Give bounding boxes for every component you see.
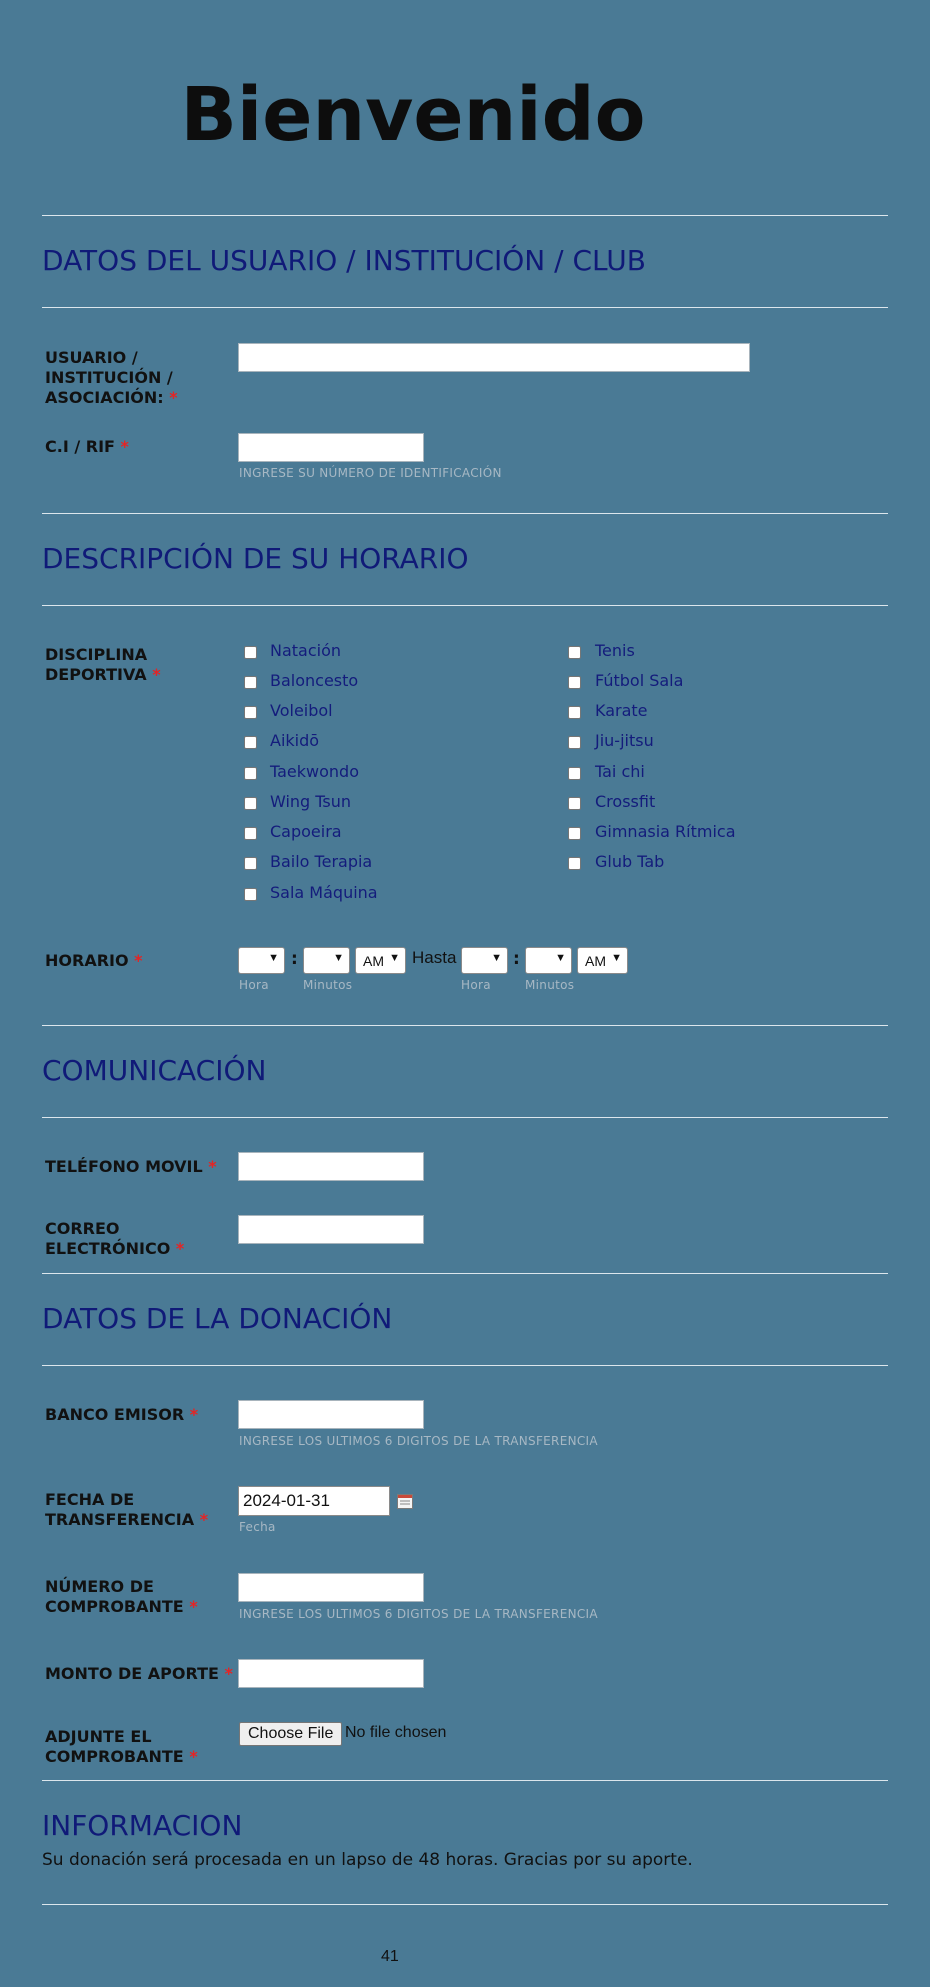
section-title-usuario: DATOS DEL USUARIO / INSTITUCIÓN / CLUB [42,244,646,277]
required-marker: * [152,665,161,684]
ci-hint: INGRESE SU NÚMERO DE IDENTIFICACIÓN [239,466,502,480]
minutos-desde-hint: Minutos [303,978,353,992]
checkbox-futbol-sala[interactable] [568,676,581,689]
minutos-desde-select[interactable] [303,947,350,974]
time-colon: : [291,949,298,969]
required-marker: * [189,1747,198,1766]
divider [42,307,888,308]
checkbox-label-sala-maquina: Sala Máquina [270,883,378,902]
divider [42,513,888,514]
correo-input[interactable] [238,1215,424,1244]
banco-label [45,1405,235,1425]
checkbox-label-gimnasia-ritmica: Gimnasia Rítmica [595,822,736,841]
usuario-label [45,348,195,408]
required-marker: * [134,951,143,970]
checkbox-label-bailo-terapia: Bailo Terapia [270,852,373,871]
checkbox-label-karate: Karate [595,701,648,720]
adjunte-label-text: ADJUNTE EL COMPROBANTE [45,1727,184,1766]
monto-label-text: MONTO DE APORTE [45,1664,219,1683]
ci-input[interactable] [238,433,424,462]
checkbox-sala-maquina[interactable] [244,888,257,901]
divider [42,1365,888,1366]
choose-file-button[interactable]: Choose File [239,1722,342,1746]
checkbox-label-tenis: Tenis [595,641,635,660]
ampm-desde-select[interactable] [355,947,406,974]
ampm-hasta-value: AM [585,953,606,969]
checkbox-label-crossfit: Crossfit [595,792,656,811]
checkbox-capoeira[interactable] [244,827,257,840]
monto-label [45,1664,245,1684]
checkbox-aikido[interactable] [244,736,257,749]
divider [42,1273,888,1274]
checkbox-label-futbol-sala: Fútbol Sala [595,671,684,690]
chevron-down-icon: ▼ [333,952,344,964]
checkbox-label-taekwondo: Taekwondo [270,762,359,781]
page-number: 41 [381,1948,399,1965]
checkbox-taekwondo[interactable] [244,767,257,780]
monto-input[interactable] [238,1659,424,1688]
checkbox-glub-tab[interactable] [568,857,581,870]
checkbox-wing-tsun[interactable] [244,797,257,810]
horario-label [45,951,235,971]
required-marker: * [208,1157,217,1176]
minutos-hasta-hint: Minutos [525,978,575,992]
required-marker: * [120,437,129,456]
disciplina-label [45,645,195,685]
hora-hasta-select[interactable] [461,947,508,974]
chevron-down-icon: ▼ [491,952,502,964]
usuario-label-text: USUARIO / INSTITUCIÓN / ASOCIACIÓN: [45,348,173,407]
adjunte-label [45,1727,205,1767]
checkbox-karate[interactable] [568,706,581,719]
disciplina-label-text: DISCIPLINA DEPORTIVA [45,645,148,684]
hora-desde-hint: Hora [239,978,269,992]
required-marker: * [199,1510,209,1529]
telefono-label [45,1157,235,1177]
section-title-donacion: DATOS DE LA DONACIÓN [42,1302,393,1335]
divider [42,215,888,216]
checkbox-baloncesto[interactable] [244,676,257,689]
required-marker: * [175,1239,185,1258]
informacion-text: Su donación será procesada en un lapso de 48 horas. Gracias por su aporte. [42,1850,693,1870]
checkbox-label-jiu-jitsu: Jiu-jitsu [595,731,654,750]
checkbox-jiu-jitsu[interactable] [568,736,581,749]
divider [42,1904,888,1905]
ampm-hasta-select[interactable] [577,947,628,974]
chevron-down-icon: ▼ [389,952,400,964]
checkbox-label-voleibol: Voleibol [270,701,333,720]
fecha-input[interactable]: 2024-01-31 [238,1486,390,1516]
required-marker: * [189,1405,199,1424]
divider [42,1025,888,1026]
checkbox-tenis[interactable] [568,646,581,659]
telefono-label-text: TELÉFONO MOVIL [45,1157,203,1176]
file-status: No file chosen [345,1724,447,1741]
required-marker: * [189,1597,198,1616]
ci-label-text: C.I / RIF [45,437,115,456]
checkbox-bailo-terapia[interactable] [244,857,257,870]
checkbox-voleibol[interactable] [244,706,257,719]
section-title-horario: DESCRIPCIÓN DE SU HORARIO [42,542,469,575]
divider [42,1117,888,1118]
telefono-input[interactable] [238,1152,424,1181]
chevron-down-icon: ▼ [555,952,566,964]
checkbox-label-aikido: Aikidō [270,731,320,750]
calendar-icon[interactable] [397,1493,413,1509]
checkbox-natacion[interactable] [244,646,257,659]
checkbox-label-natacion: Natación [270,641,342,660]
checkbox-label-capoeira: Capoeira [270,822,342,841]
checkbox-tai-chi[interactable] [568,767,581,780]
section-title-comunicacion: COMUNICACIÓN [42,1054,267,1087]
divider [42,1780,888,1781]
checkbox-label-wing-tsun: Wing Tsun [270,792,352,811]
required-marker: * [169,388,178,407]
banco-label-text: BANCO EMISOR [45,1405,185,1424]
checkbox-gimnasia-ritmica[interactable] [568,827,581,840]
required-marker: * [224,1664,233,1683]
correo-label-text: CORREO ELECTRÓNICO [45,1219,171,1258]
comprobante-label-text: NÚMERO DE COMPROBANTE [45,1577,184,1616]
banco-input[interactable] [238,1400,424,1429]
comprobante-hint: INGRESE LOS ULTIMOS 6 DIGITOS DE LA TRANSFERENCIA [239,1607,598,1621]
checkbox-label-baloncesto: Baloncesto [270,671,359,690]
comprobante-label [45,1577,205,1617]
page-title: Bienvenido [180,72,646,158]
checkbox-label-tai-chi: Tai chi [595,762,645,781]
horario-label-text: HORARIO [45,951,129,970]
checkbox-label-glub-tab: Glub Tab [595,852,665,871]
hasta-label: Hasta [412,948,457,967]
time-colon: : [513,949,520,969]
banco-hint: INGRESE LOS ULTIMOS 6 DIGITOS DE LA TRANSFERENCIA [239,1434,598,1448]
chevron-down-icon: ▼ [268,952,279,964]
ci-label [45,437,235,457]
fecha-label [45,1490,215,1530]
section-title-informacion: INFORMACION [42,1809,243,1842]
correo-label [45,1219,245,1259]
hora-desde-select[interactable] [238,947,285,974]
checkbox-crossfit[interactable] [568,797,581,810]
comprobante-input[interactable] [238,1573,424,1602]
ampm-desde-value: AM [363,953,384,969]
divider [42,605,888,606]
chevron-down-icon: ▼ [611,952,622,964]
fecha-hint: Fecha [239,1520,276,1534]
hora-hasta-hint: Hora [461,978,491,992]
fecha-label-text: FECHA DE TRANSFERENCIA [45,1490,195,1529]
usuario-input[interactable] [238,343,750,372]
minutos-hasta-select[interactable] [525,947,572,974]
